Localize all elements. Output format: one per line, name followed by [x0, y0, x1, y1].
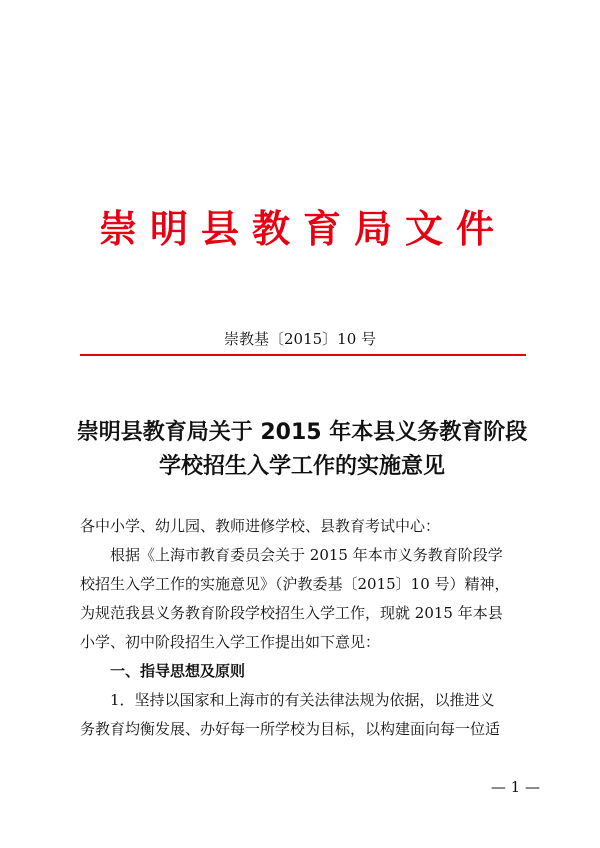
paragraph-1-line-4: 小学、初中阶段招生入学工作提出如下意见：	[80, 633, 381, 651]
document-title-line-2: 学校招生入学工作的实施意见	[158, 454, 445, 479]
paragraph-1-line-1: 根据《上海市教育委员会关于 2015 年本市义务教育阶段学	[110, 546, 503, 564]
paragraph-1-line-2: 校招生入学工作的实施意见》（沪教委基〔2015〕10 号）精神，	[80, 575, 510, 593]
item-1-line-1: 1．坚持以国家和上海市的有关法律法规为依据，以推进义	[110, 691, 495, 709]
page-number: — 1 —	[490, 778, 540, 796]
agency-header-title: 崇明县教育局文件	[98, 207, 507, 251]
document-title-line-1: 崇明县教育局关于 2015 年本县义务教育阶段	[76, 420, 528, 445]
document-body	[80, 512, 528, 744]
item-1-line-2: 务教育均衡发展、办好每一所学校为目标，以构建面向每一位适	[80, 720, 501, 738]
document-title	[70, 416, 534, 484]
section-1-heading: 一、指导思想及原则	[110, 662, 246, 680]
document-number: 崇教基〔2015〕10 号	[223, 330, 377, 348]
addressee-line: 各中小学、幼儿园、教师进修学校、县教育考试中心：	[80, 517, 441, 535]
red-separator-rule	[80, 354, 526, 356]
paragraph-1-line-3: 为规范我县义务教育阶段学校招生入学工作，现就 2015 年本县	[80, 604, 503, 622]
